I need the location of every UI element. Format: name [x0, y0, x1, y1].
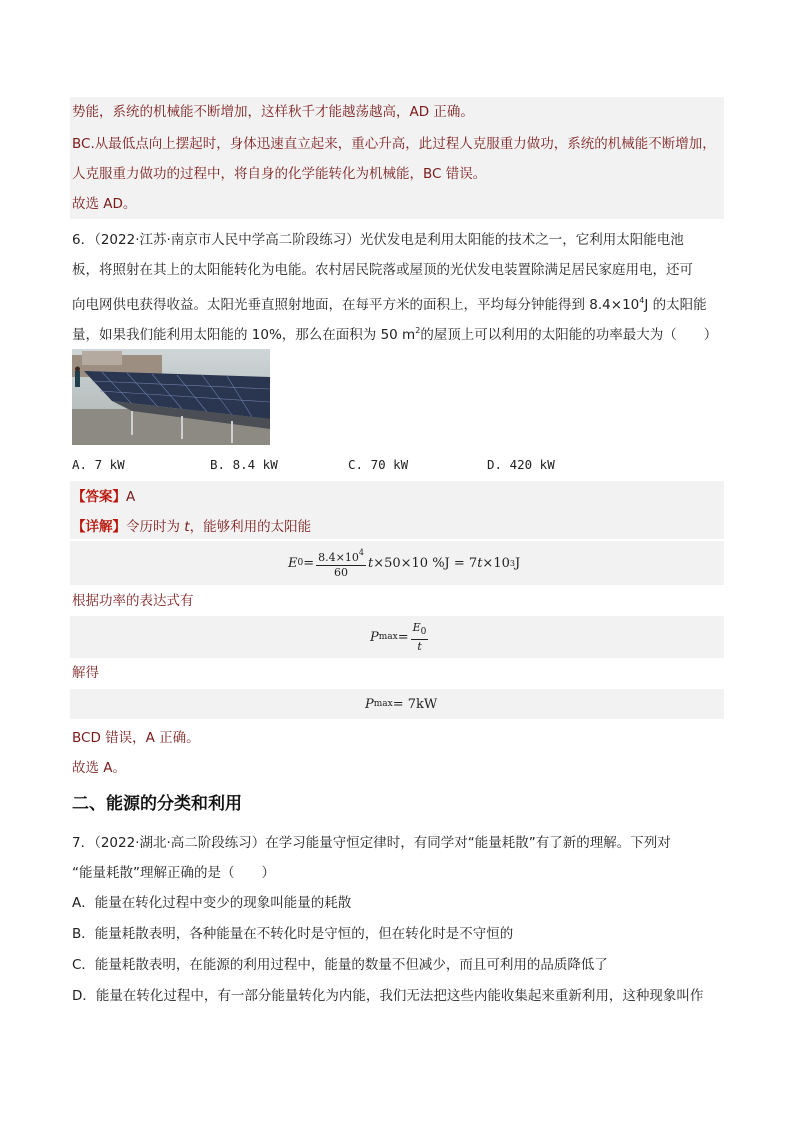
question-6-line: 板，将照射在其上的太阳能转化为电能。农村居民院落或屋顶的光伏发电装置除满足居民家庭用电，还可: [72, 262, 693, 278]
text-line: 根据功率的表达式有: [72, 593, 194, 609]
text-line: BCD 错误，A 正确。: [72, 730, 200, 746]
text-line: 势能，系统的机械能不断增加，这样秋千才能越荡越高，AD 正确。: [72, 104, 474, 120]
question-7-option-a: A．能量在转化过程中变少的现象叫能量的耗散: [72, 895, 352, 911]
solar-panel-photo: [72, 349, 270, 445]
option-b: B. 8.4 kW: [210, 457, 278, 472]
text-line: 故选 A。: [72, 760, 127, 776]
formula-energy: E 0 = $\frac{8.4\times 10^4}{60}$ t ×50×10 %J = 7 t ×10 3 J: [288, 548, 521, 579]
question-6-line: 6．（2022·江苏·南京市人民中学高二阶段练习）光伏发电是利用太阳能的技术之一，它利用太阳能电池: [72, 232, 684, 248]
question-6-line: 量，如果我们能利用太阳能的 10%，那么在面积为 50 $m^2$的屋顶上可以利用的太阳能的功率最大为（ ）: [72, 326, 718, 343]
question-6-line: 向电网供电获得收益。太阳光垂直照射地面，在每平方米的面积上，平均每分钟能得到 $8.4\times 10^4J$ 的太阳能: [72, 296, 707, 313]
option-a: A. 7 kW: [72, 457, 125, 472]
section-heading: 二、能源的分类和利用: [72, 794, 242, 814]
option-c: C. 70 kW: [348, 457, 409, 472]
solar-panel-illustration: [72, 349, 270, 445]
text-line: 人克服重力做功的过程中，将自身的化学能转化为机械能，BC 错误。: [72, 166, 487, 182]
question-7-option-d: D．能量在转化过程中，有一部分能量转化为内能，我们无法把这些内能收集起来重新利用，这种现象叫作: [72, 988, 704, 1004]
formula-result: P max = 7kW: [365, 696, 438, 712]
text-line: 故选 AD。: [72, 196, 137, 212]
question-7-option-b: B．能量耗散表明，各种能量在不转化时是守恒的，但在转化时是不守恒的: [72, 926, 514, 942]
question-7-line: “能量耗散”理解正确的是（ ）: [72, 865, 275, 881]
detail-line: 【详解】令历时为 t，能够利用的太阳能: [72, 519, 312, 535]
text-line: BC.从最低点向上摆起时，身体迅速直立起来，重心升高，此过程人克服重力做功，系统的机械能不断增加，: [72, 136, 716, 152]
question-7-line: 7．（2022·湖北·高二阶段练习）在学习能量守恒定律时，有同学对“能量耗散”有了新的理解。下列对: [72, 835, 671, 851]
question-7-option-c: C．能量耗散表明，在能源的利用过程中，能量的数量不但减少，而且可利用的品质降低了: [72, 957, 608, 973]
text-line: 解得: [72, 665, 99, 681]
formula-power: P max = $\frac{E_0}{t}$: [370, 620, 427, 653]
answer-line: 【答案】A: [72, 489, 136, 505]
option-d: D. 420 kW: [487, 457, 555, 472]
